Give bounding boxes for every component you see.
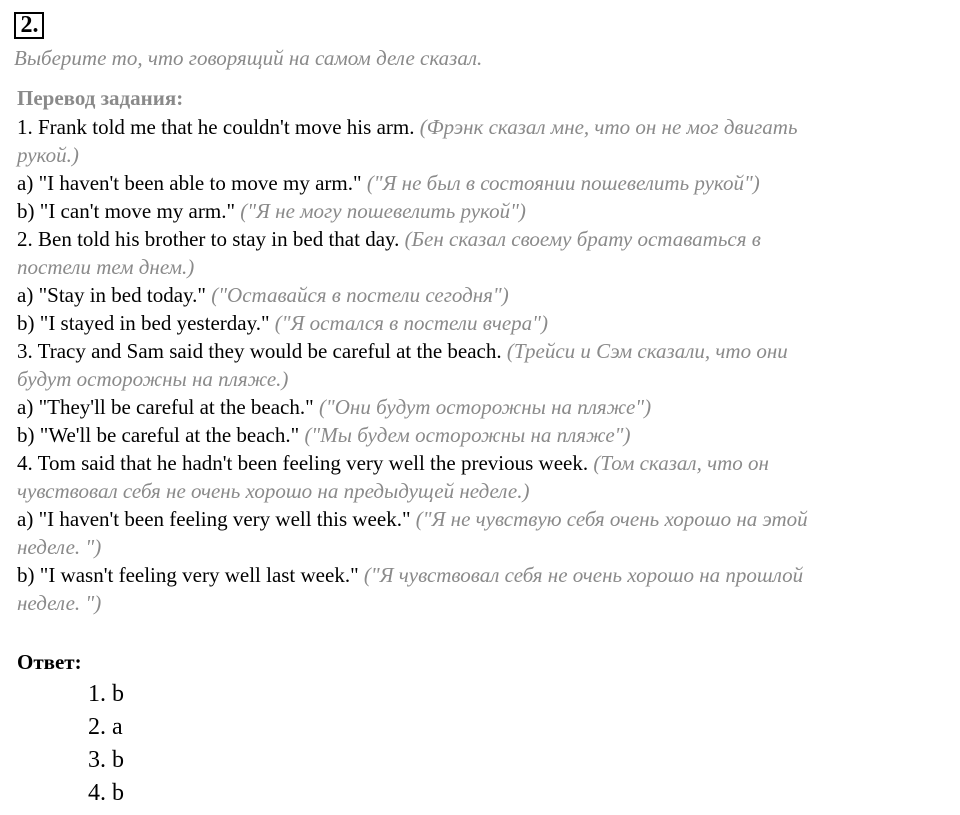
text-line: [17, 225, 947, 253]
text-line: [17, 449, 947, 477]
text-line: [17, 589, 947, 617]
russian-translation: ("Я не был в состоянии пошевелить рукой"): [361, 171, 760, 195]
text-line: [17, 561, 947, 589]
text-line: [17, 421, 947, 449]
russian-translation: ("Я не чувствую себя очень хорошо на этой: [410, 507, 808, 531]
english-text: 2. Ben told his brother to stay in bed that day.: [17, 227, 400, 251]
english-text: 3. Tracy and Sam said they would be careful at the beach.: [17, 339, 502, 363]
russian-translation: ("Оставайся в постели сегодня"): [206, 283, 509, 307]
answer-list: [88, 678, 124, 810]
english-text: b) "I can't move my arm.": [17, 199, 236, 223]
russian-translation: (Фрэнк сказал мне, что он не мог двигать: [414, 115, 798, 139]
russian-translation: постели тем днем.): [17, 255, 195, 279]
russian-translation: ("Я чувствовал себя не очень хорошо на прошлой: [358, 563, 804, 587]
russian-translation: (Бен сказал своему брату оставаться в: [399, 227, 761, 251]
answer-item: 1. b: [88, 681, 124, 707]
text-line: [17, 281, 947, 309]
task-number-box: 2.: [14, 12, 44, 39]
english-text: a) "They'll be careful at the beach.": [17, 395, 314, 419]
russian-translation: рукой.): [17, 143, 79, 167]
russian-translation: будут осторожны на пляже.): [17, 367, 289, 391]
translation-heading: Перевод задания:: [17, 86, 184, 110]
answer-item: 4. b: [88, 780, 124, 806]
task-instruction: Выберите то, что говорящий на самом деле сказал.: [14, 46, 483, 70]
english-text: b) "We'll be careful at the beach.": [17, 423, 300, 447]
english-text: a) "Stay in bed today.": [17, 283, 206, 307]
text-line: [17, 113, 947, 141]
text-line: [17, 309, 947, 337]
russian-translation: ("Я остался в постели вчера"): [269, 311, 548, 335]
answer-item: 2. a: [88, 714, 123, 740]
english-text: 4. Tom said that he hadn't been feeling very well the previous week.: [17, 451, 589, 475]
english-text: 1. Frank told me that he couldn't move his arm.: [17, 115, 415, 139]
russian-translation: (Трейси и Сэм сказали, что они: [501, 339, 788, 363]
russian-translation: чувствовал себя не очень хорошо на предыдущей неделе.): [17, 479, 530, 503]
text-line: [17, 365, 947, 393]
translation-lines: [17, 113, 947, 617]
text-line: [17, 169, 947, 197]
russian-translation: ("Я не могу пошевелить рукой"): [235, 199, 526, 223]
text-line: [17, 141, 947, 169]
english-text: a) "I haven't been able to move my arm.": [17, 171, 362, 195]
russian-translation: (Том сказал, что он: [588, 451, 769, 475]
russian-translation: ("Они будут осторожны на пляже"): [313, 395, 652, 419]
text-line: [17, 253, 947, 281]
text-line: [17, 197, 947, 225]
text-line: [17, 337, 947, 365]
answer-heading: Ответ:: [17, 650, 82, 674]
answer-item: 3. b: [88, 747, 124, 773]
russian-translation: неделе. "): [17, 535, 102, 559]
text-line: [17, 533, 947, 561]
text-line: [17, 477, 947, 505]
english-text: a) "I haven't been feeling very well this week.": [17, 507, 411, 531]
english-text: b) "I wasn't feeling very well last week.": [17, 563, 359, 587]
text-line: [17, 505, 947, 533]
english-text: b) "I stayed in bed yesterday.": [17, 311, 270, 335]
russian-translation: ("Мы будем осторожны на пляже"): [299, 423, 631, 447]
text-line: [17, 393, 947, 421]
russian-translation: неделе. "): [17, 591, 102, 615]
